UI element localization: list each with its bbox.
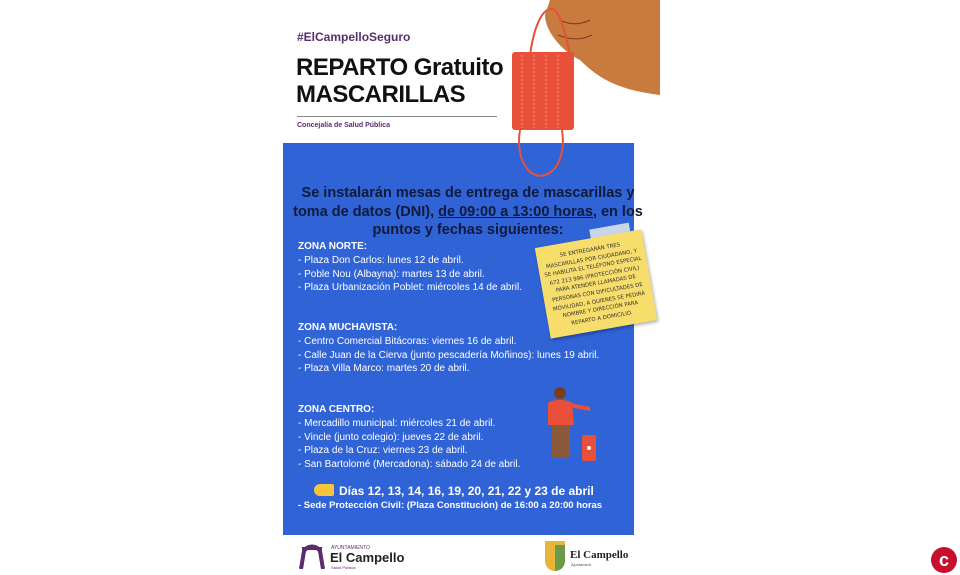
sticky-note: SE ENTREGARÁN TRES MASCARILLAS POR CIUDADANO, Y SE HABILITA EL TELÉFONO ESPECIAL 672 213 996 (PROTECCIÓN CIVIL) PARA ATENDER LLAMADAS DE PERSONAS CON DIFICULTADES DE MOVILIDAD, A QUIENES SE PEDIRÁ NOMBRE Y DIRECCIÓN PARA REPARTO A DOMICILIO. — [535, 229, 657, 338]
hashtag: #ElCampelloSeguro — [297, 30, 411, 44]
zone-centro — [298, 403, 520, 472]
zone-item: - Centro Comercial Bitácoras: viernes 16 de abril. — [298, 335, 517, 347]
zone-item: - Plaza Villa Marco: martes 20 de abril. — [298, 363, 470, 375]
zone-item: - Plaza de la Cruz: viernes 23 de abril. — [298, 445, 468, 457]
divider — [297, 116, 497, 117]
intro-part2: , en los puntos y fechas siguientes: — [372, 203, 643, 238]
zone-heading: ZONA MUCHAVISTA: — [298, 322, 398, 333]
zone-item: - Plaza Urbanización Poblet: miércoles 14 de abril. — [298, 282, 522, 294]
logo1-sub: Salud Pública — [331, 565, 356, 570]
sede-text: - Sede Protección Civil: (Plaza Constitución) de 16:00 a 20:00 horas — [298, 500, 603, 511]
logo1-name: El Campello — [330, 550, 405, 565]
pointing-hand-icon — [314, 484, 334, 496]
person-illustration — [540, 385, 605, 467]
zone-norte — [298, 240, 522, 295]
zone-item: - Calle Juan de la Cierva (junto pescadería Moñinos): lunes 19 abril. — [298, 349, 600, 361]
intro-hours: de 09:00 a 13:00 horas — [438, 203, 593, 220]
title-line-2: MASCARILLAS — [296, 81, 466, 108]
zone-item: - San Bartolomé (Mercadona): sábado 24 de abril. — [298, 459, 521, 471]
zone-item: - Vincle (junto colegio): jueves 22 de abril. — [298, 431, 484, 443]
department-label: Concejalía de Salud Pública — [297, 122, 390, 129]
arch-logo-icon — [298, 543, 326, 569]
logo1-small: AYUNTAMIENTO — [331, 545, 370, 551]
zone-item: - Plaza Don Carlos: lunes 12 de abril. — [298, 254, 464, 266]
coat-of-arms-icon — [545, 541, 565, 571]
days-text: Días 12, 13, 14, 16, 19, 20, 21, 22 y 23 de abril — [339, 484, 594, 498]
zone-item: - Poble Nou (Albayna): martes 13 de abril. — [298, 268, 485, 280]
logo2-sub: Ajuntament — [571, 562, 592, 567]
title-line-1: REPARTO Gratuito — [296, 54, 504, 81]
hand-holding-mask-illustration — [500, 0, 665, 185]
zone-item: - Mercadillo municipal: miércoles 21 de abril. — [298, 417, 496, 429]
zone-heading: ZONA NORTE: — [298, 241, 368, 252]
brand-logo-icon: c — [931, 547, 957, 573]
logo2-name: El Campello — [570, 549, 629, 561]
zone-heading: ZONA CENTRO: — [298, 404, 375, 415]
intro-part1: Se instalarán mesas de entrega de mascarillas y toma de datos (DNI), — [293, 185, 635, 220]
